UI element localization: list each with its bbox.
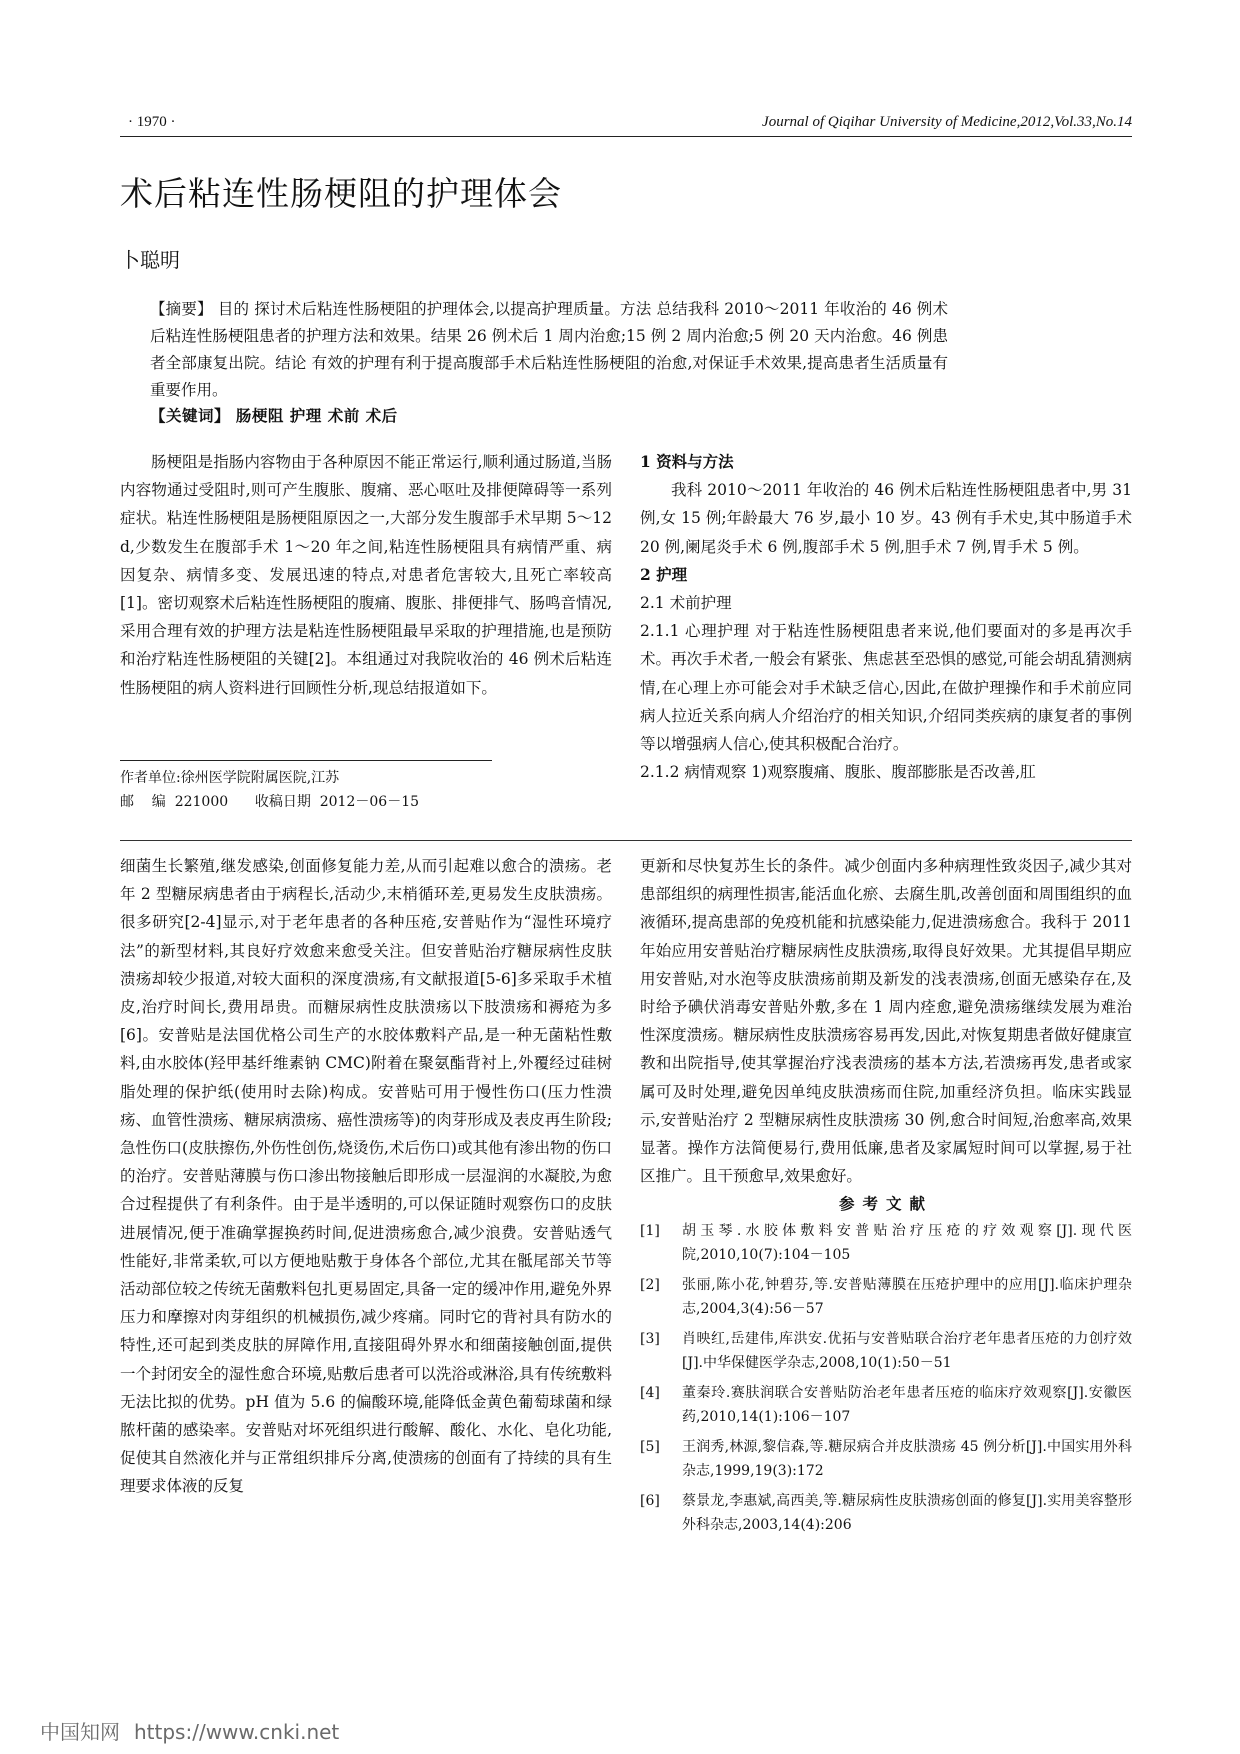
reference-item (640, 1435, 1132, 1483)
reference-text: 董秦玲.赛肤润联合安普贴防治老年患者压疮的临床疗效观察[J].安徽医药,2010,14(1):106－107 (682, 1384, 1132, 1425)
reference-text: 蔡景龙,李惠斌,高西美,等.糖尿病性皮肤溃疡创面的修复[J].实用美容整形外科杂志,2003,14(4):206 (682, 1492, 1132, 1533)
body-paragraph: 细菌生长繁殖,继发感染,创面修复能力差,从而引起难以愈合的溃疡。老年 2 型糖尿病患者由于病程长,活动少,末梢循环差,更易发生皮肤溃疡。很多研究[2-4]显示,对于老年患者的各种压疮,安普贴作为“湿性环境疗法”的新型材料,其良好疗效愈来愈受关注。但安普贴治疗糖尿病性皮肤溃疡却较少报道,对较大面积的深度溃疡,有文献报道[5-6]多采取手术植皮,治疗时间长,费用昂贵。而糖尿病性皮肤溃疡以下肢溃疡和褥疮为多[6]。安普贴是法国优格公司生产的水胶体敷料产品,是一种无菌粘性敷料,由水胶体(羟甲基纤维素钠 CMC)附着在聚氨酯背衬上,外覆经过硅树脂处理的保护纸(使用时去除)构成。安普贴可用于慢性伤口(压力性溃疡、血管性溃疡、糖尿病溃疡、癌性溃疡等)的肉芽形成及表皮再生阶段;急性伤口(皮肤擦伤,外伤性创伤,烧烫伤,术后伤口)或其他有渗出物的伤口的治疗。安普贴薄膜与伤口渗出物接触后即形成一层湿润的水凝胶,为愈合过程提供了有利条件。由于是半透明的,可以保证随时观察伤口的皮肤进展情况,便于准确掌握换药时间,促进溃疡愈合,减少浪费。安普贴透气性能好,非常柔软,可以方便地贴敷于身体各个部位,尤其在骶尾部关节等活动部位较之传统无菌敷料包扎更易固定,具备一定的缓冲作用,避免外界压力和摩擦对肉芽组织的机械损伤,减少疼痛。同时它的背衬具有防水的特性,还可起到类皮肤的屏障作用,直接阻碍外界水和细菌接触创面,提供一个封闭安全的湿性愈合环境,贴敷后患者可以洗浴或淋浴,具有传统敷料无法比拟的优势。pH 值为 5.6 的偏酸环境,能降低金黄色葡萄球菌和绿脓杆菌的感染率。安普贴对坏死组织进行酸解、酸化、水化、皂化功能,促使其自然液化并与正常组织排斥分离,使溃疡的创面有了持续的具有生理要求体液的反复 (120, 857, 612, 1496)
page-divider (120, 840, 1132, 841)
abstract: 【摘要】 目的 探讨术后粘连性肠梗阻的护理体会,以提高护理质量。方法 总结我科 2010～2011 年收治的 46 例术后粘连性肠梗阻患者的护理方法和效果。结果 26 例术后 1 周内治愈;15 例 2 周内治愈;5 例 20 天内治愈。46 例患者全部康复出院。结论 有效的护理有利于提高腹部手术后粘连性肠梗阻的治愈,对保证手术效果,提高患者生活质量有重要作用。 (150, 300, 948, 399)
section-heading: 1 资料与方法 (640, 452, 734, 471)
journal-citation: Journal of Qiqihar University of Medicine,2012,Vol.33,No.14 (762, 114, 1132, 130)
header-rule (120, 136, 1132, 137)
reference-number: [1] (640, 1222, 660, 1239)
reference-list (640, 1219, 1132, 1537)
page-number: · 1970 · (128, 114, 176, 130)
article-author: 卜聪明 (120, 248, 180, 272)
postal-info: 邮 编 221000 收稿日期 2012－06－15 (120, 794, 420, 810)
reference-item (640, 1489, 1132, 1537)
reference-number: [6] (640, 1492, 660, 1509)
section-paragraph: 2.1.1 心理护理 对于粘连性肠梗阻患者来说,他们要面对的多是再次手术。再次手术者,一般会有紧张、焦虑甚至恐惧的感觉,可能会胡乱猜测病情,在心理上亦可能会对手术缺乏信心,因此,在做护理操作和手术前应同病人拉近关系向病人介绍治疗的相关知识,介绍同类疾病的康复者的事例等以增强病人信心,使其积极配合治疗。 (640, 622, 1132, 754)
body-paragraph: 更新和尽快复苏生长的条件。减少创面内多种病理性致炎因子,减少其对患部组织的病理性损害,能活血化瘀、去腐生肌,改善创面和周围组织的血液循环,提高患部的免疫机能和抗感染能力,促进溃疡愈合。我科于 2011 年始应用安普贴治疗糖尿病性皮肤溃疡,取得良好效果。尤其提倡早期应用安普贴,对水泡等皮肤溃疡前期及新发的浅表溃疡,创面无感染存在,及时给予碘伏消毒安普贴外敷,多在 1 周内痊愈,避免溃疡继续发展为难治性深度溃疡。糖尿病性皮肤溃疡容易再发,因此,对恢复期患者做好健康宣教和出院指导,使其掌握治疗浅表溃疡的基本方法,若溃疡再发,患者或家属可及时处理,避免因单纯皮肤溃疡而住院,加重经济负担。临床实践显示,安普贴治疗 2 型糖尿病性皮肤溃疡 30 例,愈合时间短,治愈率高,效果显著。操作方法简便易行,费用低廉,患者及家属短时间可以掌握,易于社区推广。且干预愈早,效果愈好。 (640, 857, 1132, 1186)
reference-number: [5] (640, 1438, 660, 1455)
reference-item (640, 1327, 1132, 1375)
cnki-url[interactable]: https://www.cnki.net (134, 1720, 340, 1744)
author-footnote (120, 766, 419, 814)
section-paragraph: 我科 2010～2011 年收治的 46 例术后粘连性肠梗阻患者中,男 31 例,女 15 例;年龄最大 76 岁,最小 10 岁。43 例有手术史,其中肠道手术 20 例,阑尾炎手术 6 例,腹部手术 5 例,胆手术 7 例,胃手术 5 例。 (640, 481, 1132, 556)
column-right-top (640, 448, 1132, 786)
reference-text: 肖映红,岳建伟,库洪安.优拓与安普贴联合治疗老年患者压疮的力创疗效[J].中华保健医学杂志,2008,10(1):50－51 (682, 1330, 1132, 1371)
column-right-bottom (640, 852, 1132, 1543)
affiliation: 作者单位:徐州医学院附属医院,江苏 (120, 770, 340, 786)
reference-number: [2] (640, 1276, 660, 1293)
references-heading: 参考文献 (838, 1194, 933, 1214)
cnki-watermark (40, 1716, 339, 1745)
column-left-top (120, 448, 612, 702)
reference-number: [3] (640, 1330, 660, 1347)
column-left-bottom (120, 852, 612, 1501)
reference-text: 胡玉琴.水胶体敷料安普贴治疗压疮的疗效观察[J].现代医院,2010,10(7):104－105 (682, 1222, 1132, 1263)
reference-text: 张丽,陈小花,钟碧芬,等.安普贴薄膜在压疮护理中的应用[J].临床护理杂志,2004,3(4):56－57 (682, 1276, 1132, 1317)
reference-item (640, 1273, 1132, 1321)
intro-paragraph: 肠梗阻是指肠内容物由于各种原因不能正常运行,顺利通过肠道,当肠内容物通过受阻时,则可产生腹胀、腹痛、恶心呕吐及排便障碍等一系列症状。粘连性肠梗阻是肠梗阻原因之一,大部分发生腹部手术早期 5～12 d,少数发生在腹部手术 1～20 年之间,粘连性肠梗阻具有病情严重、病因复杂、病情多变、发展迅速的特点,对患者危害较大,且死亡率较高[1]。密切观察术后粘连性肠梗阻的腹痛、腹胀、排便排气、肠鸣音情况,采用合理有效的护理方法是粘连性肠梗阻最早采取的护理措施,也是预防和治疗粘连性肠梗阻的关键[2]。本组通过对我院收治的 46 例术后粘连性肠梗阻的病人资料进行回顾性分析,现总结报道如下。 (120, 453, 612, 697)
section-heading: 2 护理 (640, 564, 688, 584)
keywords: 【关键词】 肠梗阻 护理 术前 术后 (150, 406, 398, 425)
reference-text: 王润秀,林源,黎信森,等.糖尿病合并皮肤溃疡 45 例分析[J].中国实用外科杂志,1999,19(3):172 (682, 1438, 1132, 1479)
section-paragraph: 2.1.2 病情观察 1)观察腹痛、腹胀、腹部膨胀是否改善,肛 (640, 763, 1036, 782)
reference-number: [4] (640, 1384, 660, 1401)
cnki-brand: 中国知网 (40, 1720, 120, 1744)
reference-item (640, 1219, 1132, 1267)
reference-item (640, 1381, 1132, 1429)
article-title: 术后粘连性肠梗阻的护理体会 (120, 174, 562, 213)
subsection-heading: 2.1 术前护理 (640, 594, 732, 613)
footnote-rule (120, 760, 492, 761)
